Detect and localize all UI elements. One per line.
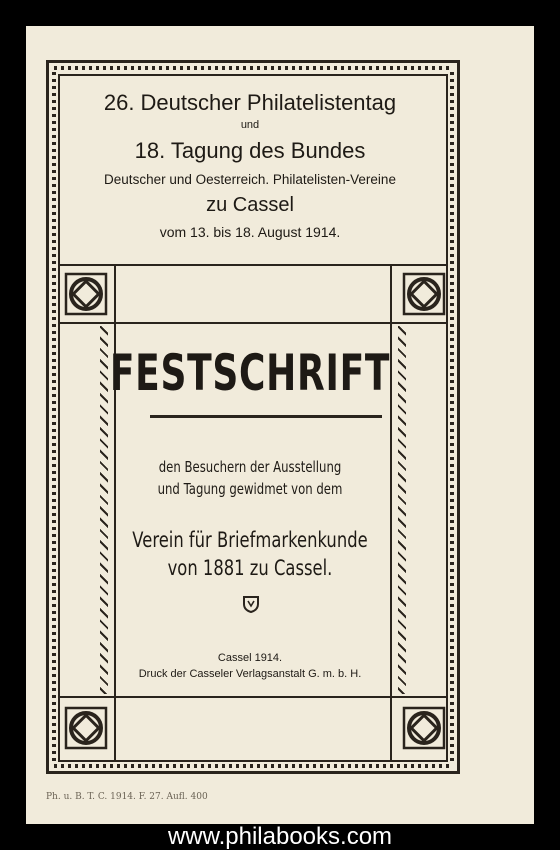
conjunction-und: und — [240, 119, 260, 131]
ornament-top-left-icon — [64, 272, 108, 316]
document-page — [26, 26, 534, 824]
association-name: Deutscher und Oesterreich. Philatelisten-Vereine — [104, 172, 396, 187]
dedication-line-1: den Besuchern der Ausstellung — [158, 458, 342, 476]
club-name-line-2: von 1881 zu Cassel. — [167, 556, 333, 580]
ornament-bottom-right-icon — [402, 706, 446, 750]
top-chain-border — [54, 66, 452, 70]
print-code: Ph. u. B. T. C. 1914. F. 27. Aufl. 400 — [46, 792, 208, 802]
bottom-chain-border — [54, 764, 452, 768]
ornament-top-right-icon — [402, 272, 446, 316]
website-watermark: www.philabooks.com — [167, 823, 393, 850]
imprint-place-year: Cassel 1914. — [217, 652, 283, 664]
imprint-printer: Druck der Casseler Verlagsanstalt G. m. b. H. — [138, 668, 362, 680]
location: zu Cassel — [206, 194, 294, 216]
inner-panel — [114, 264, 392, 762]
dedication-line-2: und Tagung gewidmet von dem — [157, 480, 343, 498]
club-name-line-1: Verein für Briefmarkenkunde — [132, 528, 368, 552]
meeting-title: 18. Tagung des Bundes — [134, 138, 366, 163]
ornament-bottom-left-icon — [64, 706, 108, 750]
date-range: vom 13. bis 18. August 1914. — [159, 224, 341, 240]
title-underline — [150, 415, 382, 418]
festschrift-title: FESTSCHRIFT — [109, 344, 391, 402]
coat-of-arms-icon — [241, 594, 261, 614]
congress-title: 26. Deutscher Philatelistentag — [103, 90, 397, 115]
